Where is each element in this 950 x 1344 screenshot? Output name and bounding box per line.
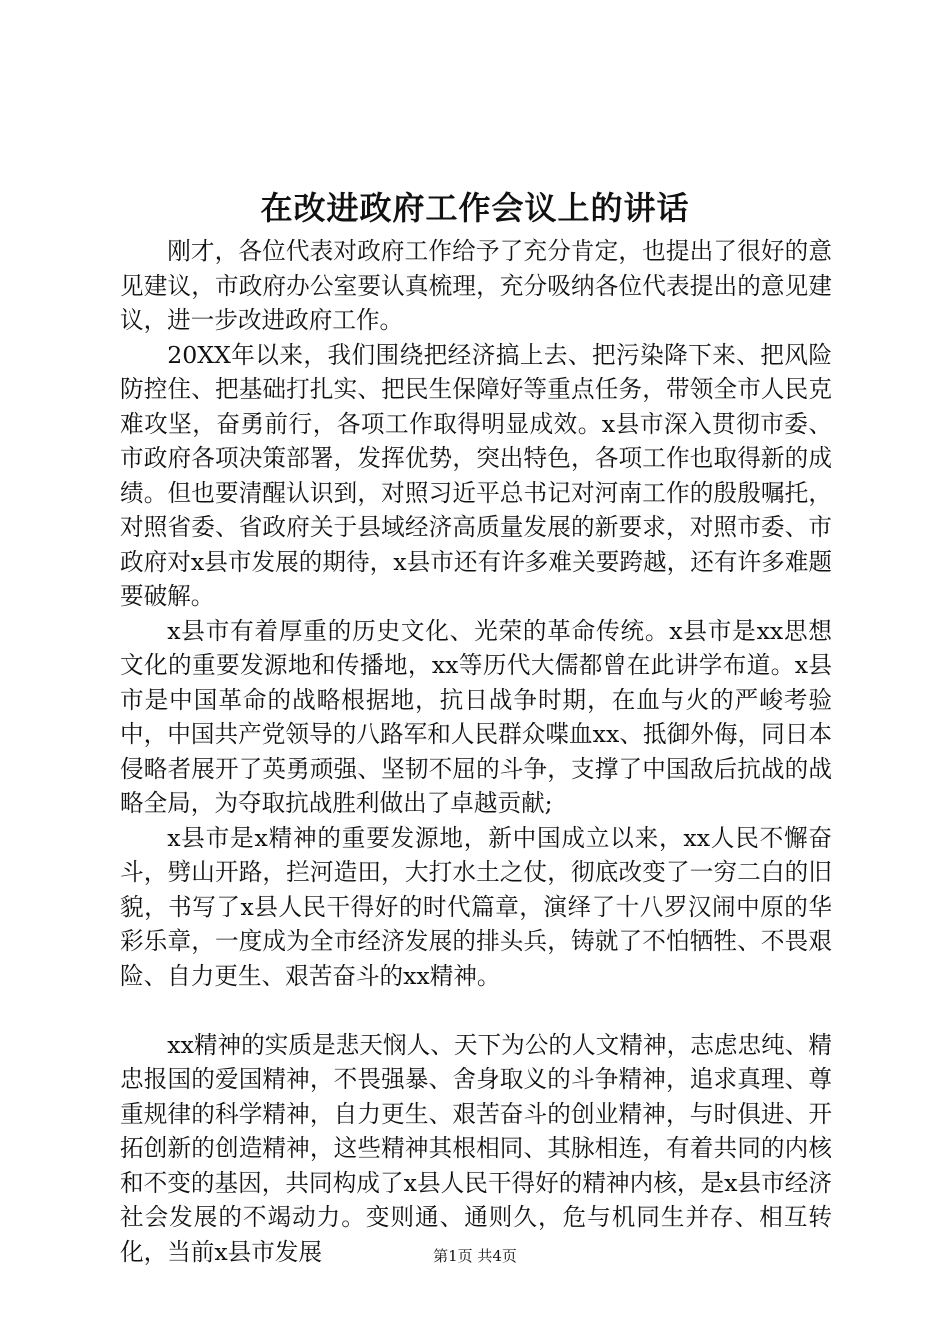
paragraph-1: 刚才，各位代表对政府工作给予了充分肯定，也提出了很好的意见建议，市政府办公室要认真梳理，充分吸纳各位代表提出的意见建议，进一步改进政府工作。 xyxy=(120,237,832,334)
paragraph-3: x县市有着厚重的历史文化、光荣的革命传统。x县市是xx思想文化的重要发源地和传播地，xx等历代大儒都曾在此讲学布道。x县市是中国革命的战略根据地，抗日战争时期，在血与火的严峻考验中，中国共产党领导的八路军和人民群众喋血xx、抵御外侮，同日本侵略者展开了英勇顽强、坚韧不屈的斗争，支撑了中国敌后抗战的战略全局，为夺取抗战胜利做出了卓越贡献; xyxy=(120,616,832,817)
paragraph-5: xx精神的实质是悲天悯人、天下为公的人文精神，志虑忠纯、精忠报国的爱国精神，不畏强暴、舍身取义的斗争精神，追求真理、尊重规律的科学精神，自力更生、艰苦奋斗的创业精神，与时俱进、开拓创新的创造精神，这些精神其根相同、其脉相连，有着共同的内核和不变的基因，共同构成了x县人民干得好的精神内核，是x县市经济社会发展的不竭动力。变则通、通则久，危与机同生并存、相互转化，当前x县市发展 xyxy=(120,1030,832,1266)
document-title: 在改进政府工作会议上的讲话 xyxy=(260,189,690,227)
paragraph-2: 20XX年以来，我们围绕把经济搞上去、把污染降下来、把风险防控住、把基础打扎实、把民生保障好等重点任务，带领全市人民克难攻坚，奋勇前行，各项工作取得明显成效。x县市深入贯彻市委、市政府各项决策部署，发挥优势，突出特色，各项工作也取得新的成绩。但也要清醒认识到，对照习近平总书记对河南工作的殷殷嘱托，对照省委、省政府关于县域经济高质量发展的新要求，对照市委、市政府对x县市发展的期待，x县市还有许多难关要跨越，还有许多难题要破解。 xyxy=(120,340,832,610)
page-number-footer: 第1页 共4页 xyxy=(433,1247,517,1265)
paragraph-4: x县市是x精神的重要发源地，新中国成立以来，xx人民不懈奋斗，劈山开路，拦河造田，大打水土之仗，彻底改变了一穷二白的旧貌，书写了x县人民干得好的时代篇章，演绎了十八罗汉闹中原的华彩乐章，一度成为全市经济发展的排头兵，铸就了不怕牺牲、不畏艰险、自力更生、艰苦奋斗的xx精神。 xyxy=(120,823,832,990)
document-body xyxy=(120,234,832,1269)
